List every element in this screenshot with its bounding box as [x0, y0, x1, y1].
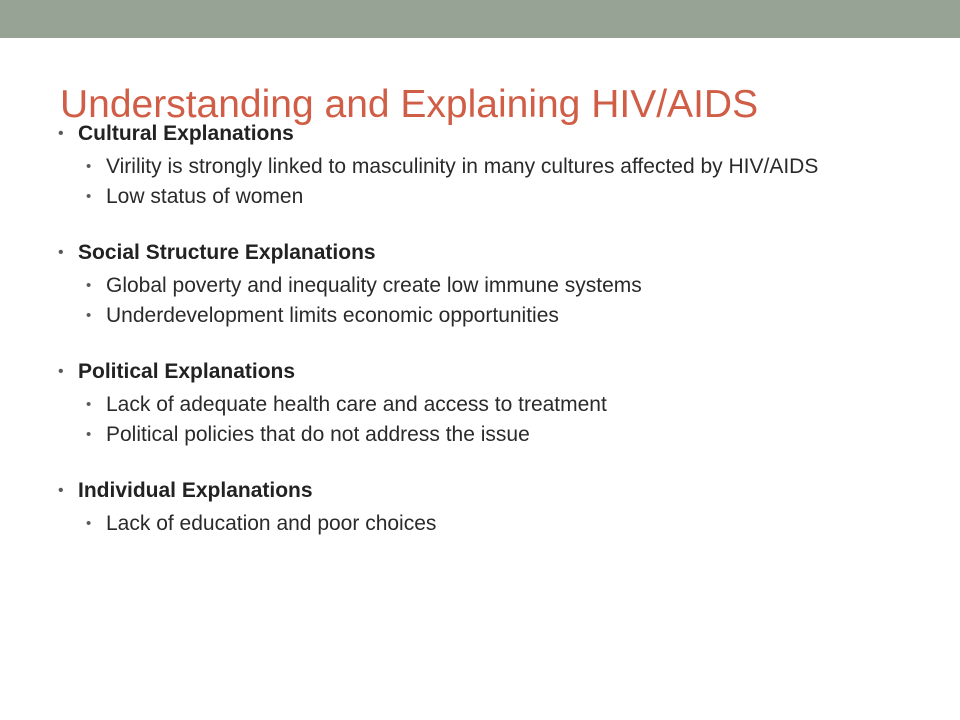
bullet-icon: •	[58, 482, 64, 499]
slide-title: Understanding and Explaining HIV/AIDS	[60, 83, 759, 126]
sub-bullet-item	[58, 513, 908, 535]
bullet-icon: •	[86, 307, 92, 324]
bullet-icon: •	[86, 188, 92, 205]
bullet-icon: •	[86, 158, 92, 175]
sub-bullet-text: Low status of women	[106, 185, 304, 208]
sub-bullet-text: Political policies that do not address the issue	[106, 423, 530, 446]
section-heading: Social Structure Explanations	[78, 241, 376, 264]
sub-bullet-text: Underdevelopment limits economic opportunities	[106, 304, 559, 327]
sub-bullet-text: Lack of education and poor choices	[106, 512, 437, 535]
bullet-icon: •	[86, 426, 92, 443]
bullet-icon: •	[86, 515, 92, 532]
section-heading: Individual Explanations	[78, 479, 313, 502]
sub-bullet-item	[58, 394, 908, 416]
sub-bullet-item	[58, 305, 908, 327]
section-political	[58, 358, 908, 446]
bullet-heading	[58, 120, 908, 148]
bullet-heading	[58, 358, 908, 386]
slide-content	[58, 120, 908, 566]
section-heading: Political Explanations	[78, 360, 296, 383]
bullet-icon: •	[86, 277, 92, 294]
sub-bullet-text: Lack of adequate health care and access to treatment	[106, 393, 607, 416]
sub-bullet-item	[58, 156, 908, 178]
section-social-structure	[58, 239, 908, 327]
bullet-icon: •	[58, 363, 64, 380]
sub-bullet-text: Virility is strongly linked to masculinity in many cultures affected by HIV/AIDS	[106, 155, 819, 178]
bullet-icon: •	[86, 396, 92, 413]
sub-bullet-item	[58, 424, 908, 446]
top-decorative-bar	[0, 0, 960, 38]
section-individual	[58, 477, 908, 535]
sub-bullet-item	[58, 186, 908, 208]
section-heading: Cultural Explanations	[78, 122, 294, 145]
bullet-heading	[58, 239, 908, 267]
bullet-icon: •	[58, 244, 64, 261]
bullet-icon: •	[58, 125, 64, 142]
sub-bullet-text: Global poverty and inequality create low immune systems	[106, 274, 642, 297]
section-cultural	[58, 120, 908, 208]
bullet-heading	[58, 477, 908, 505]
sub-bullet-item	[58, 275, 908, 297]
